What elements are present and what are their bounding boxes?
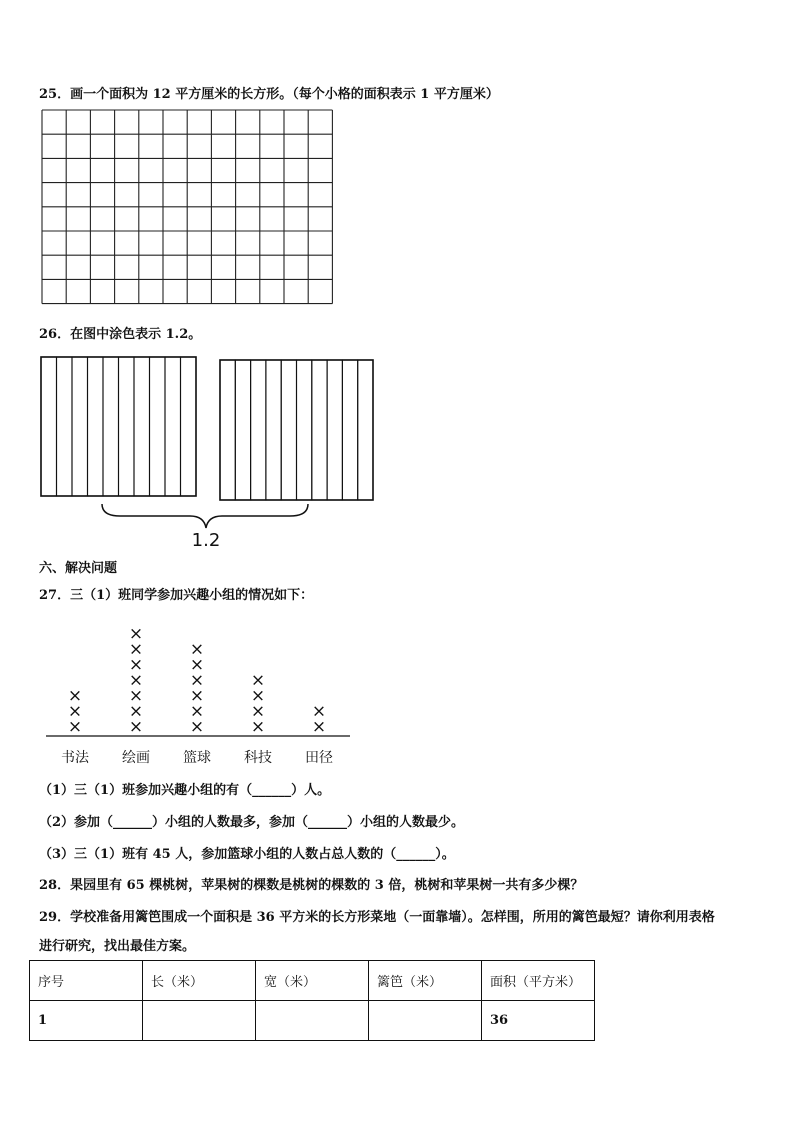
strip[interactable] xyxy=(150,357,166,496)
strip[interactable] xyxy=(88,357,104,496)
strip[interactable] xyxy=(312,360,327,500)
cross-mark: × xyxy=(189,686,205,706)
cross-mark: × xyxy=(189,639,205,660)
strip[interactable] xyxy=(57,357,73,496)
cross-mark: × xyxy=(128,686,144,706)
cross-mark: × xyxy=(311,701,327,722)
strip[interactable] xyxy=(220,360,235,500)
cross-mark: × xyxy=(67,717,83,737)
brace-label: 1.2 xyxy=(191,530,221,551)
q29-text-line1: 29．学校准备用篱笆围成一个面积是 36 平方米的长方形菜地（一面靠墙）。怎样围，所用的篱笆最短？请你利用表格 xyxy=(39,910,715,925)
strip[interactable] xyxy=(358,360,373,500)
category-label: 书法 xyxy=(61,750,89,766)
strip[interactable] xyxy=(103,357,119,496)
decimal-strip-figure[interactable] xyxy=(40,356,380,556)
interest-group-pictograph xyxy=(40,615,360,770)
strip[interactable] xyxy=(72,357,88,496)
strip[interactable] xyxy=(342,360,357,500)
cross-mark: × xyxy=(250,686,266,706)
table-cell[interactable] xyxy=(369,1001,482,1041)
table-cell[interactable] xyxy=(143,1001,256,1041)
strip[interactable] xyxy=(41,357,57,496)
table-header-row xyxy=(30,961,595,1001)
category-label: 篮球 xyxy=(183,750,211,766)
table-row xyxy=(30,1001,595,1041)
table-cell[interactable] xyxy=(256,1001,369,1041)
strip[interactable] xyxy=(297,360,312,500)
strip[interactable] xyxy=(266,360,281,500)
table-cell[interactable]: 1 xyxy=(30,1001,143,1041)
research-table xyxy=(29,960,595,1041)
strip[interactable] xyxy=(181,357,197,496)
category-label: 田径 xyxy=(305,750,333,766)
q25-text: 25．画一个面积为 12 平方厘米的长方形。（每个小格的面积表示 1 平方厘米） xyxy=(39,87,499,102)
strip[interactable] xyxy=(134,357,150,496)
q28-text: 28．果园里有 65 棵桃树，苹果树的棵数是桃树的棵数的 3 倍，桃树和苹果树一共有多少棵？ xyxy=(39,878,584,893)
cross-mark: × xyxy=(128,701,144,722)
cross-mark: × xyxy=(67,701,83,722)
cross-mark: × xyxy=(189,655,205,675)
q27-text: 27．三（1）班同学参加兴趣小组的情况如下： xyxy=(39,588,314,603)
q27-sub2: （2）参加（______）小组的人数最多，参加（______）小组的人数最少。 xyxy=(39,815,465,830)
cross-mark: × xyxy=(189,701,205,722)
header-cell: 篱笆（米） xyxy=(369,961,482,1001)
strip[interactable] xyxy=(235,360,250,500)
header-cell: 长（米） xyxy=(143,961,256,1001)
cross-mark: × xyxy=(250,701,266,722)
q26-text: 26．在图中涂色表示 1.2。 xyxy=(39,327,202,342)
cross-mark: × xyxy=(250,717,266,737)
cross-mark: × xyxy=(128,655,144,675)
table-cell[interactable]: 36 xyxy=(482,1001,595,1041)
cross-mark: × xyxy=(128,639,144,660)
category-label: 绘画 xyxy=(122,750,150,766)
cross-mark: × xyxy=(189,670,205,691)
q27-sub3: （3）三（1）班有 45 人，参加篮球小组的人数占总人数的（______）。 xyxy=(39,847,455,862)
cross-mark: × xyxy=(311,717,327,737)
strip[interactable] xyxy=(281,360,296,500)
curly-brace xyxy=(102,504,308,528)
q29-text-line2: 进行研究，找出最佳方案。 xyxy=(39,939,196,954)
cross-mark: × xyxy=(128,624,144,644)
section-title: 六、解决问题 xyxy=(39,561,118,576)
category-label: 科技 xyxy=(244,750,272,766)
cross-mark: × xyxy=(189,717,205,737)
strip[interactable] xyxy=(327,360,342,500)
strip[interactable] xyxy=(165,357,181,496)
strip[interactable] xyxy=(119,357,135,496)
cross-mark: × xyxy=(128,717,144,737)
cross-mark: × xyxy=(67,686,83,706)
cross-mark: × xyxy=(250,670,266,691)
header-cell: 序号 xyxy=(30,961,143,1001)
square-grid[interactable] xyxy=(41,109,331,309)
header-cell: 宽（米） xyxy=(256,961,369,1001)
cross-mark: × xyxy=(128,670,144,691)
q27-sub1: （1）三（1）班参加兴趣小组的有（______）人。 xyxy=(39,783,331,798)
header-cell: 面积（平方米） xyxy=(482,961,595,1001)
strip[interactable] xyxy=(251,360,266,500)
